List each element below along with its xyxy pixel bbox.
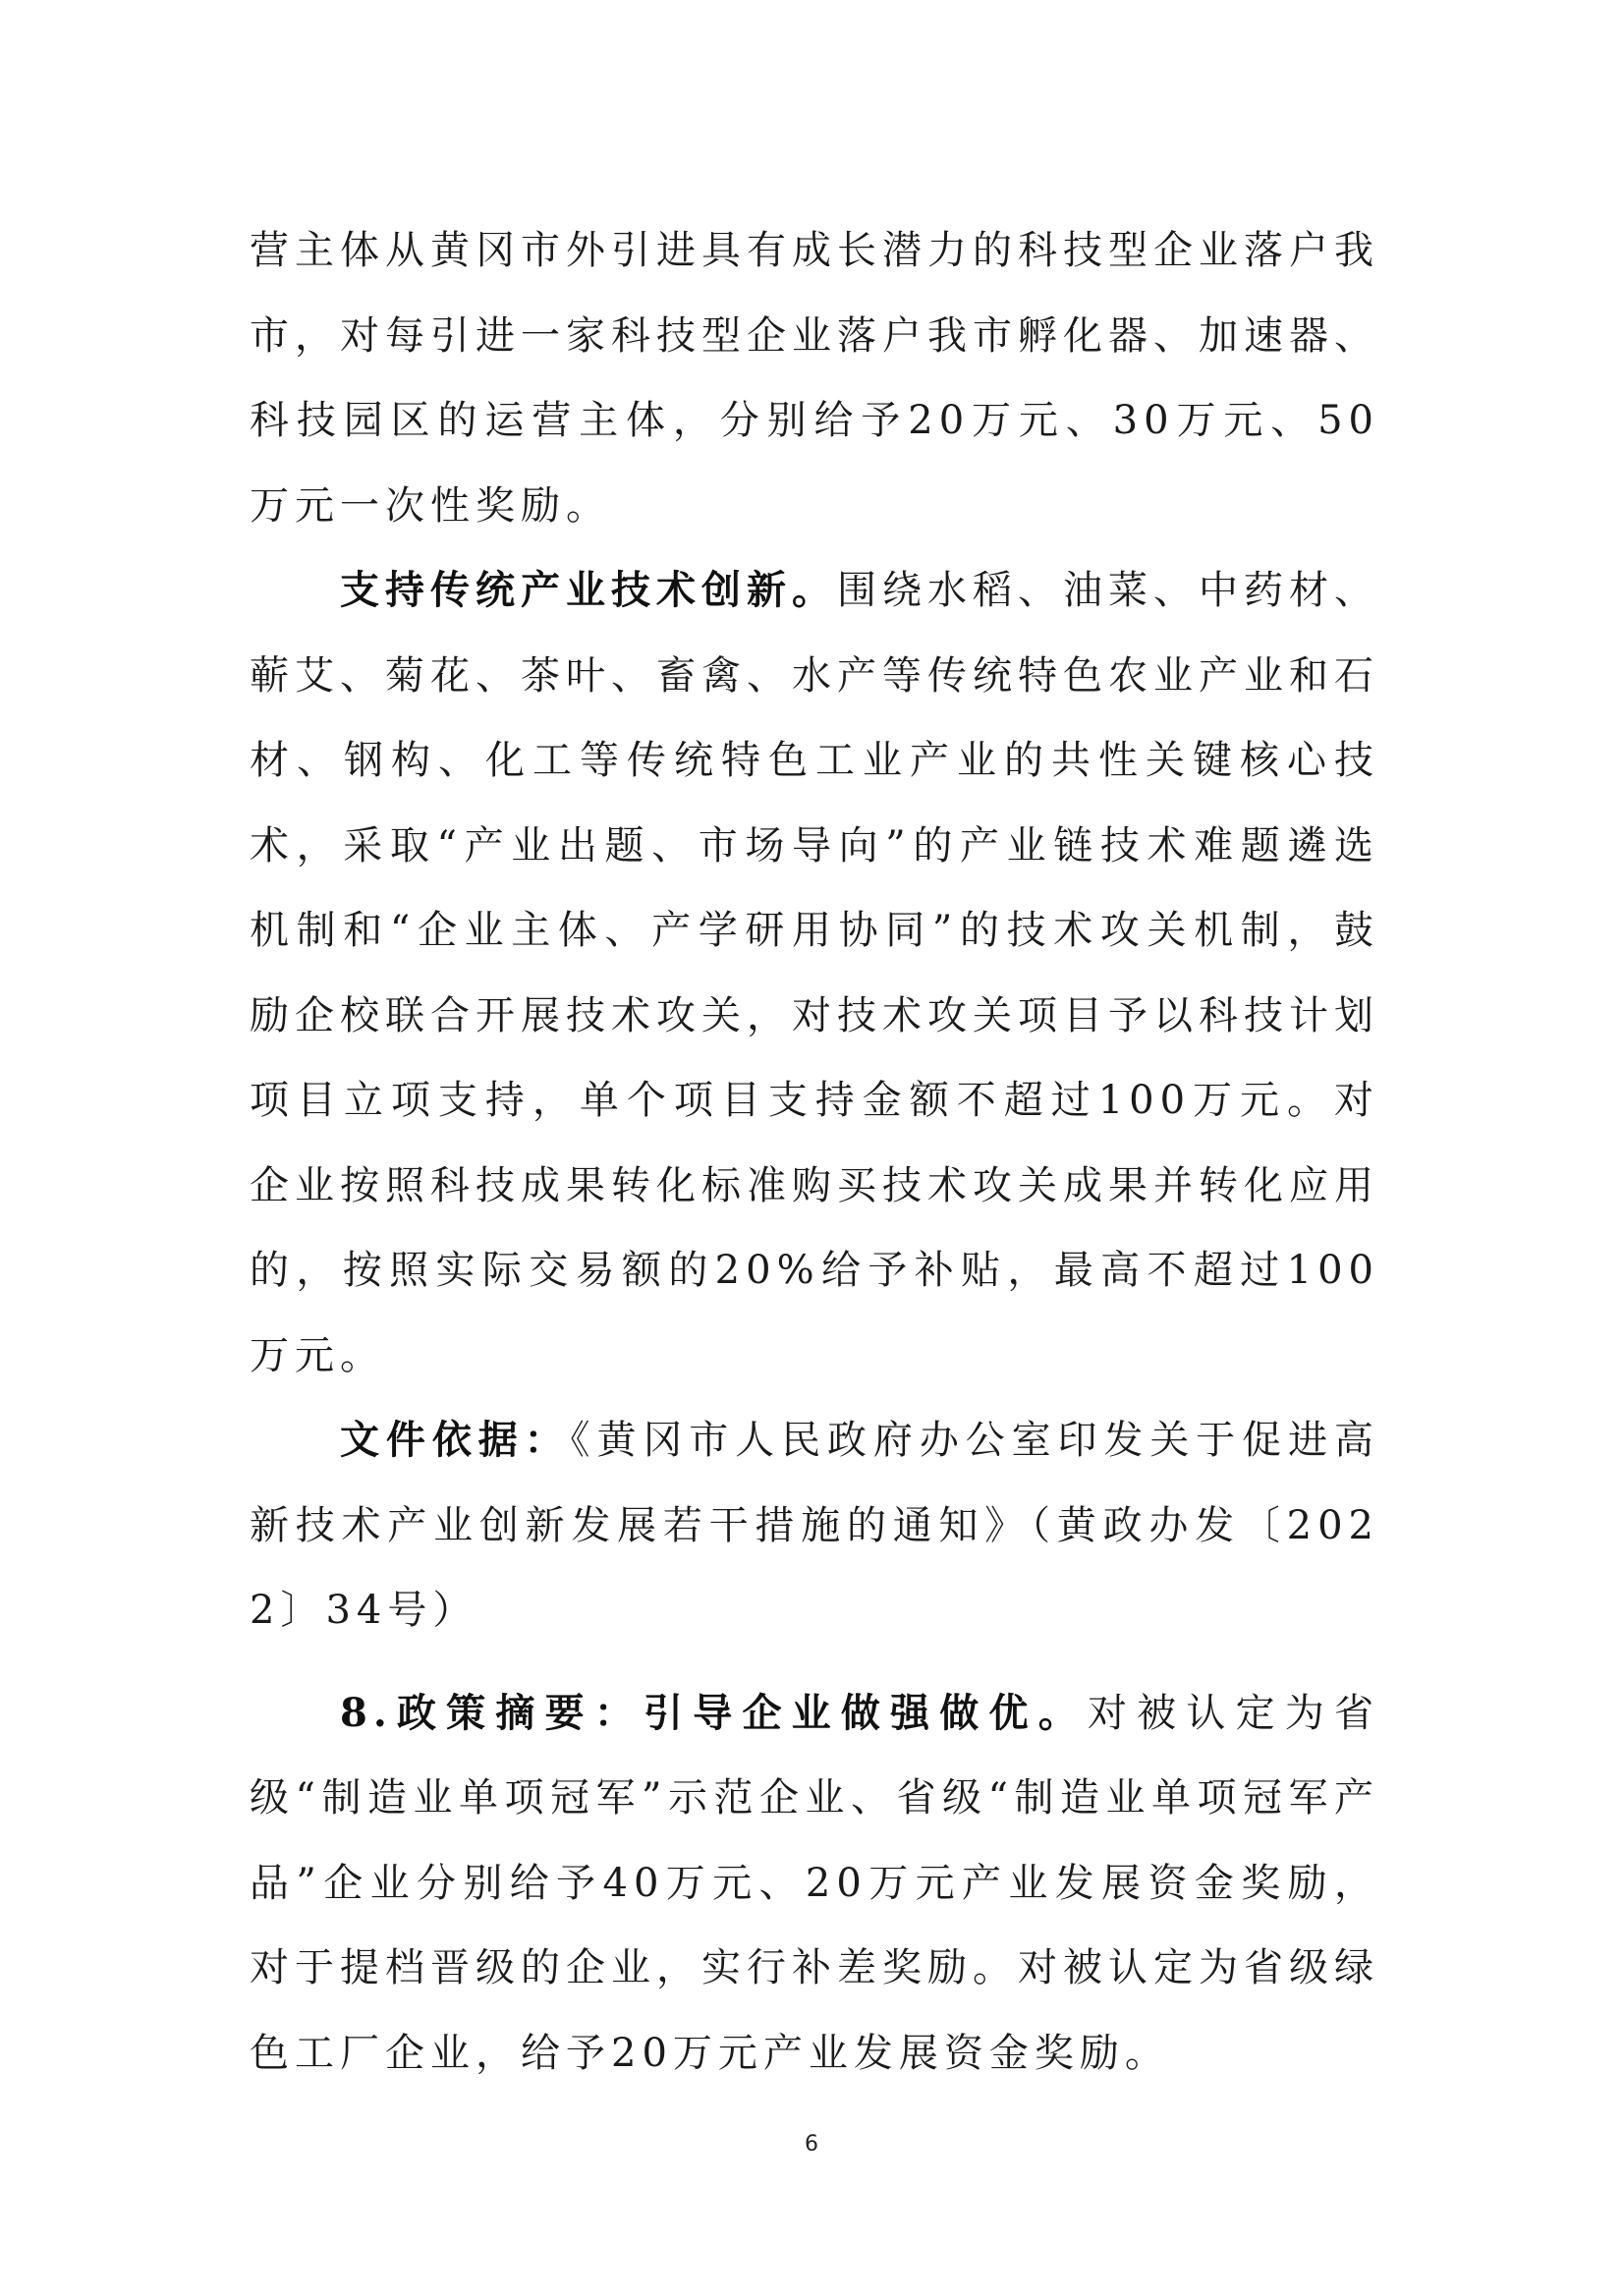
paragraph-text: 对被认定为省级“制造业单项冠军”示范企业、省级“制造业单项冠军产品”企业分别给予40万元、20万元产业发展资金奖励，对于提档晋级的企业，实行补差奖励。对被认定为省级绿色工厂企业，给予20万元产业发展资金奖励。 [250,1690,1379,2076]
page-number: 6 [805,2132,818,2156]
paragraph-document-basis [250,1398,1379,1653]
paragraph-policy-summary-8 [250,1671,1379,2097]
paragraph-traditional-industry [250,548,1379,1398]
paragraph-continued [250,208,1379,548]
paragraph-text: 围绕水稻、油菜、中药材、蕲艾、菊花、茶叶、畜禽、水产等传统特色农业产业和石材、钢构、化工等传统特色工业产业的共性关键核心技术，采取“产业出题、市场导向”的产业链技术难题遴选机制和“企业主体、产学研用协同”的技术攻关机制，鼓励企校联合开展技术攻关，对技术攻关项目予以科技计划项目立项支持，单个项目支持金额不超过100万元。对企业按照科技成果转化标准购买技术攻关成果并转化应用的，按照实际交易额的20%给予补贴，最高不超过100万元。 [250,568,1379,1378]
paragraph-text: 《黄冈市人民政府办公室印发关于促进高新技术产业创新发展若干措施的通知》（黄政办发〔2022〕34号） [250,1418,1380,1633]
paragraph-heading: 支持传统产业技术创新。 [340,567,837,613]
paragraph-heading: 文件依据： [340,1417,571,1463]
paragraph-heading: 8.政策摘要：引导企业做强做优。 [340,1689,1088,1736]
document-body [250,208,1379,2096]
paragraph-text: 营主体从黄冈市外引进具有成长潜力的科技型企业落户我市，对每引进一家科技型企业落户我市孵化器、加速器、科技园区的运营主体，分别给予20万元、30万元、50万元一次性奖励。 [250,228,1379,529]
